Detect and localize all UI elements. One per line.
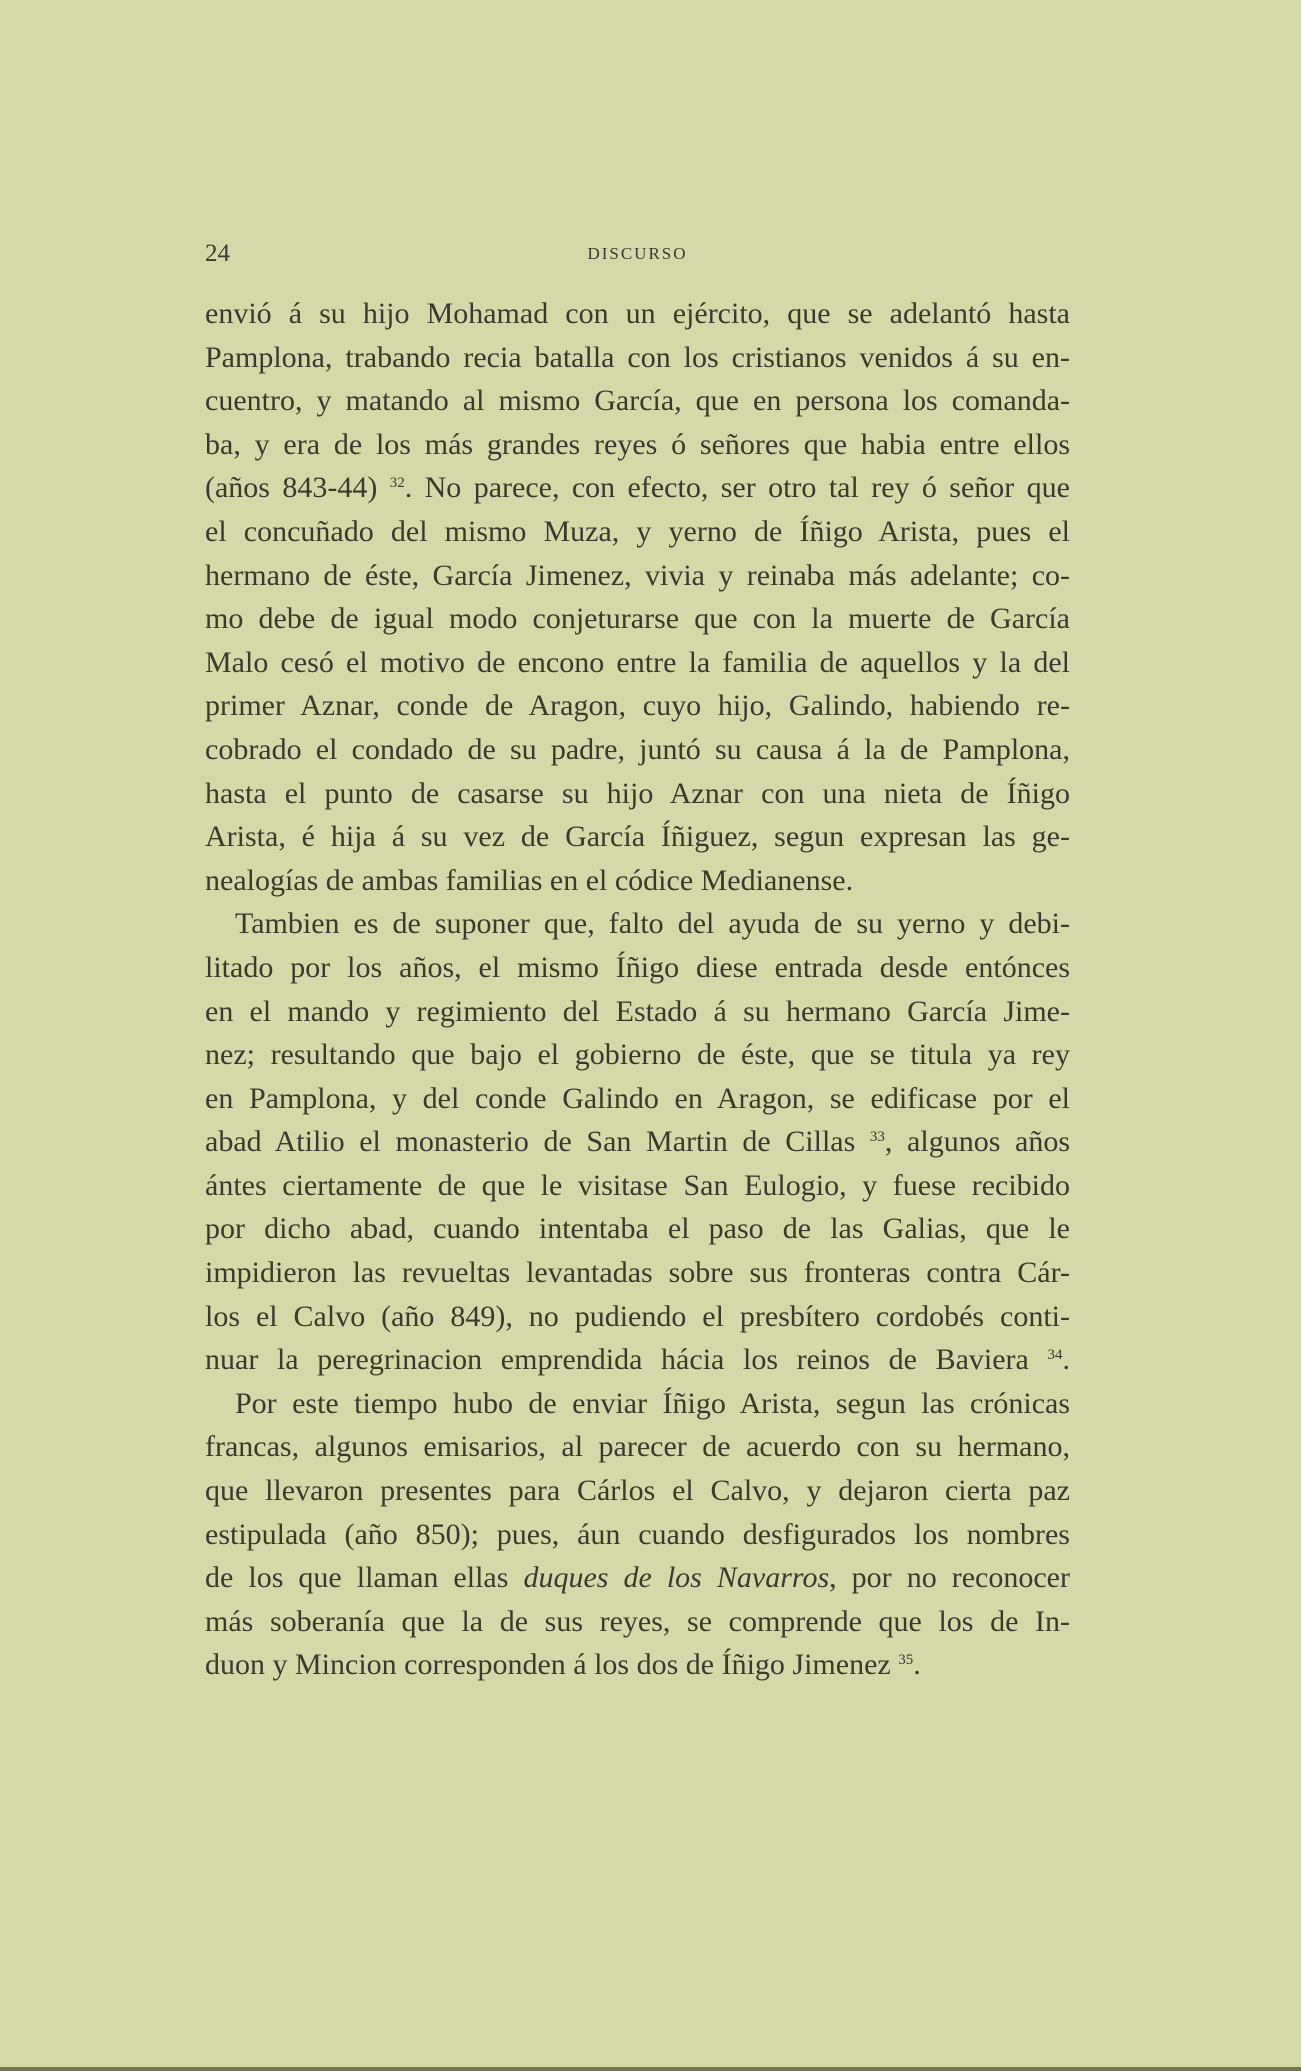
text-run: los el Calvo (año 849), no pudiendo el presbítero cordobés conti- (205, 1299, 1070, 1333)
text-line (205, 1077, 1070, 1121)
text-line-content (205, 1600, 1070, 1644)
text-line-content (205, 554, 1070, 598)
text-line-content (205, 1643, 1070, 1693)
text-line-content (205, 946, 1070, 990)
text-line (205, 1120, 1070, 1164)
text-line (205, 1033, 1070, 1077)
text-line-content (205, 597, 1070, 641)
body-text (205, 292, 1070, 1687)
text-run: primer Aznar, conde de Aragon, cuyo hijo, Galindo, habiendo re- (205, 689, 1070, 723)
text-run: por dicho abad, cuando intentaba el paso de las Galias, que le (205, 1212, 1070, 1246)
text-line (205, 554, 1070, 598)
text-line-content (205, 772, 1070, 816)
text-line (205, 902, 1070, 946)
text-line (205, 1513, 1070, 1557)
text-line-content (205, 990, 1070, 1034)
text-run: nealogías de ambas familias en el códice Medianense. (205, 863, 854, 897)
page-edge (0, 2067, 1301, 2071)
text-run: (años 843-44) (205, 471, 390, 505)
text-run: impidieron las revueltas levantadas sobre sus fronteras contra Cár- (205, 1256, 1070, 1290)
text-run: litado por los años, el mismo Íñigo diese entrada desde entónces (205, 950, 1070, 984)
text-line (205, 815, 1070, 859)
text-line (205, 1207, 1070, 1251)
footnote-ref: 32 (389, 475, 405, 492)
text-line-content (235, 1382, 1070, 1426)
text-line (205, 1338, 1070, 1382)
text-run: Pamplona, trabando recia batalla con los cristianos venidos á su en- (205, 340, 1070, 374)
text-run: . No parece, con efecto, ser otro tal rey ó señor que (404, 471, 1070, 505)
text-run: hasta el punto de casarse su hijo Aznar con una nieta de Íñigo (205, 776, 1070, 810)
text-line-content (205, 466, 1070, 516)
text-line-content (205, 1251, 1070, 1295)
text-line-content (205, 1338, 1070, 1388)
text-run: nez; resultando que bajo el gobierno de éste, que se titula ya rey (205, 1038, 1070, 1072)
text-run: estipulada (año 850); pues, áun cuando desfigurados los nombres (205, 1517, 1070, 1551)
text-line (205, 1164, 1070, 1208)
text-run: mo debe de igual modo conjeturarse que con la muerte de García (205, 602, 1070, 636)
text-run: . (1062, 1343, 1070, 1377)
text-run: ántes ciertamente de que le visitase San Eulogio, y fuese recibido (205, 1168, 1070, 1202)
text-line-content (205, 379, 1070, 423)
text-line (205, 859, 1070, 903)
text-run: nuar la peregrinacion emprendida hácia los reinos de Baviera (205, 1343, 1048, 1377)
text-line-content (205, 1033, 1070, 1077)
text-run: , algunos años (884, 1125, 1071, 1159)
text-line (205, 1469, 1070, 1513)
text-line-content (205, 728, 1070, 772)
footnote-ref: 34 (1047, 1347, 1063, 1364)
text-run: Por este tiempo hubo de enviar Íñigo Arista, segun las crónicas (235, 1386, 1070, 1420)
text-run: de los que llaman ellas (205, 1561, 524, 1595)
text-run: francas, algunos emisarios, al parecer de acuerdo con su hermano, (205, 1430, 1070, 1464)
footnote-ref: 33 (869, 1129, 885, 1146)
text-line (205, 379, 1070, 423)
page-header (205, 240, 1070, 276)
text-line-content (235, 902, 1070, 946)
text-run: cuentro, y matando al mismo García, que en persona los comanda- (205, 384, 1070, 418)
text-run: en el mando y regimiento del Estado á su hermano García Jime- (205, 994, 1070, 1028)
text-line (205, 510, 1070, 554)
text-line (205, 292, 1070, 336)
text-line (205, 641, 1070, 685)
text-line-content (205, 1077, 1070, 1121)
text-line (205, 1382, 1070, 1426)
text-run: duon y Mincion corresponden á los dos de Íñigo Jimenez (205, 1648, 899, 1682)
text-line (205, 1556, 1070, 1600)
text-line (205, 597, 1070, 641)
text-line-content (205, 1207, 1070, 1251)
text-line-content (205, 423, 1070, 467)
text-line-content (205, 1513, 1070, 1557)
text-line-content (205, 684, 1070, 728)
text-run: Malo cesó el motivo de encono entre la familia de aquellos y la del (205, 645, 1070, 679)
text-run: Tambien es de suponer que, falto del ayuda de su yerno y debi- (235, 907, 1070, 941)
text-run: abad Atilio el monasterio de San Martin de Cillas (205, 1125, 870, 1159)
text-line-content (205, 336, 1070, 380)
italic-text: duques de los Navarros (523, 1561, 830, 1595)
text-line-content (205, 510, 1070, 554)
text-run: hermano de éste, García Jimenez, vivia y reinaba más adelante; co- (205, 558, 1070, 592)
text-line-content (205, 1469, 1070, 1513)
text-run: ba, y era de los más grandes reyes ó señores que habia entre ellos (205, 427, 1070, 461)
text-line (205, 728, 1070, 772)
text-run: . (913, 1648, 921, 1682)
text-run: el concuñado del mismo Muza, y yerno de Íñigo Arista, pues el (205, 514, 1070, 548)
text-line-content (205, 1556, 1070, 1600)
text-run: que llevaron presentes para Cárlos el Calvo, y dejaron cierta paz (205, 1474, 1070, 1508)
text-line-content (205, 1295, 1070, 1339)
text-run: más soberanía que la de sus reyes, se comprende que los de In- (205, 1604, 1070, 1638)
text-line (205, 466, 1070, 510)
text-line-content (205, 641, 1070, 685)
text-line-content (205, 1120, 1070, 1170)
text-line (205, 990, 1070, 1034)
text-line (205, 423, 1070, 467)
text-run: , por no reconocer (829, 1561, 1070, 1595)
text-line (205, 1295, 1070, 1339)
text-line-content (205, 1425, 1070, 1469)
text-line (205, 772, 1070, 816)
text-line-content (205, 292, 1070, 336)
text-line-content (205, 815, 1070, 859)
text-line-content (205, 1164, 1070, 1208)
text-line (205, 946, 1070, 990)
text-run: Arista, é hija á su vez de García Íñiguez, segun expresan las ge- (205, 820, 1070, 854)
text-line (205, 336, 1070, 380)
text-run: en Pamplona, y del conde Galindo en Aragon, se edificase por el (205, 1081, 1070, 1115)
page-number: 24 (205, 240, 230, 267)
text-line (205, 1643, 1070, 1687)
text-line (205, 684, 1070, 728)
text-line (205, 1425, 1070, 1469)
text-run: envió á su hijo Mohamad con un ejército, que se adelantó hasta (205, 297, 1070, 330)
text-line-content (205, 859, 1070, 903)
text-line (205, 1251, 1070, 1295)
running-head: DISCURSO (587, 244, 688, 263)
footnote-ref: 35 (898, 1652, 914, 1669)
text-line (205, 1600, 1070, 1644)
text-run: cobrado el condado de su padre, juntó su causa á la de Pamplona, (205, 732, 1070, 766)
